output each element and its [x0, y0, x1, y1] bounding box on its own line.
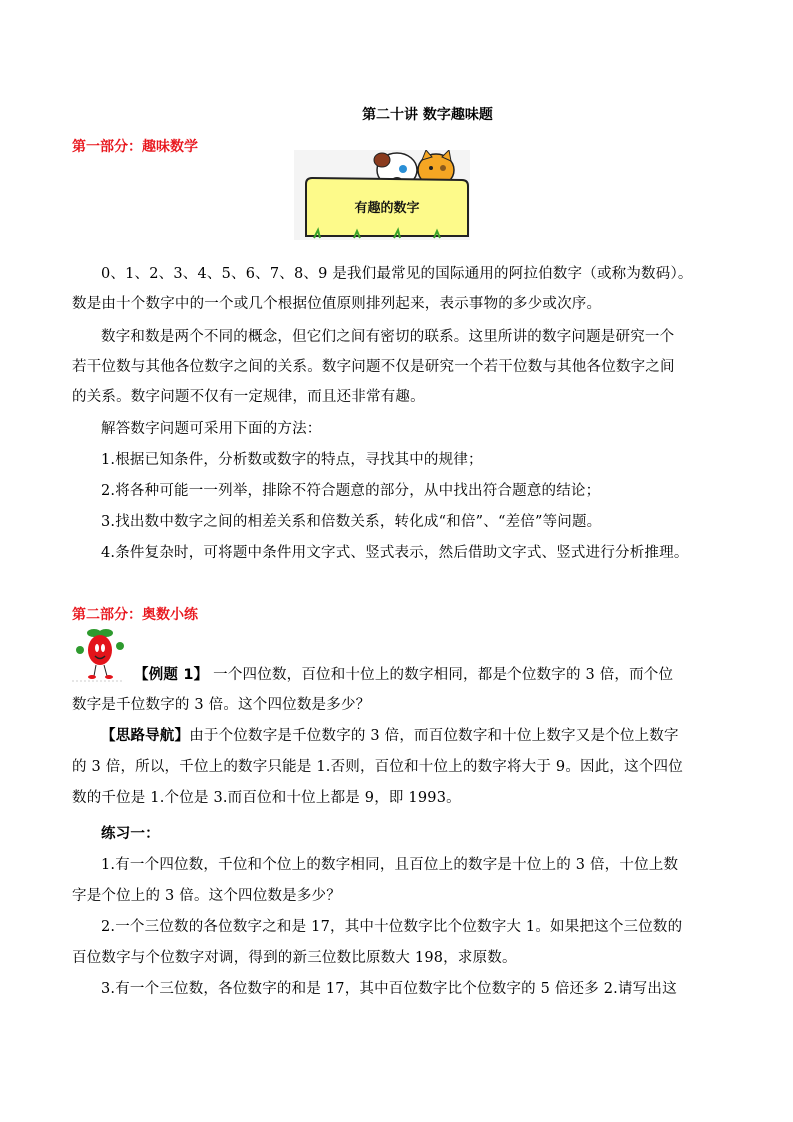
practice-heading: 练习一：: [101, 826, 160, 842]
method-item: 2.将各种可能一一列举，排除不符合题意的部分，从中找出符合题意的结论；: [101, 483, 601, 499]
paragraph-line: 0、1、2、3、4、5、6、7、8、9 是我们最常见的国际通用的阿拉伯数字（或称为数码）。: [101, 266, 693, 282]
method-item: 1.根据已知条件，分析数或数字的特点，寻找其中的规律；: [101, 452, 483, 468]
hint-line-2: 的 3 倍，所以，千位上的数字只能是 1.否则，百位和十位上的数字将大于 9。因此，这个四位: [72, 759, 683, 775]
hint-text: 由于个位数字是千位数字的 3 倍，而百位数字和十位上数字又是个位上数字: [189, 728, 679, 744]
practice-line: 2.一个三位数的各位数字之和是 17，其中十位数字比个位数字大 1。如果把这个三位数的: [101, 919, 683, 935]
apple-mascot-icon: [72, 626, 124, 682]
example-1-line-1: [134, 663, 673, 684]
practice-line: 百位数字与个位数字对调，得到的新三位数比原数大 198，求原数。: [72, 950, 517, 966]
dog-and-cat-cartoon-icon: [294, 150, 470, 240]
practice-line: 字是个位上的 3 倍。这个四位数是多少？: [72, 888, 341, 904]
fun-numbers-banner-image: [294, 150, 470, 240]
example-1-line-2: 数字是千位数字的 3 倍。这个四位数是多少？: [72, 697, 371, 713]
hint-line-3: 数的千位是 1.个位是 3.而百位和十位上都是 9，即 1993。: [72, 790, 461, 806]
document-title: 第二十讲 数字趣味题: [362, 107, 493, 123]
paragraph-line: 若干位数与其他各位数字之间的关系。数字问题不仅是研究一个若干位数与其他各位数字之间: [72, 359, 675, 375]
method-item: 3.找出数中数字之间的相差关系和倍数关系，转化成“和倍”、“差倍”等问题。: [101, 514, 602, 530]
hint-label: 【思路导航】: [101, 728, 190, 744]
method-item: 4.条件复杂时，可将题中条件用文字式、竖式表示，然后借助文字式、竖式进行分析推理。: [101, 545, 689, 561]
paragraph-line: 的关系。数字问题不仅有一定规律，而且还非常有趣。: [72, 389, 425, 405]
paragraph-line: 解答数字问题可采用下面的方法：: [101, 421, 322, 437]
paragraph-line: 数是由十个数字中的一个或几个根据位值原则排列起来，表示事物的多少或次序。: [72, 296, 602, 312]
banner-text: 有趣的数字: [354, 201, 420, 216]
paragraph-line: 数字和数是两个不同的概念，但它们之间有密切的联系。这里所讲的数字问题是研究一个: [101, 329, 675, 345]
practice-line: 1.有一个四位数，千位和个位上的数字相同，且百位上的数字是十位上的 3 倍，十位上数: [101, 857, 679, 873]
example-label: 【例题 1】: [134, 667, 209, 683]
hint-line-1: [101, 724, 679, 745]
practice-line: 3.有一个三位数，各位数字的和是 17，其中百位数字比个位数字的 5 倍还多 2.请写出这: [101, 981, 677, 997]
section-heading-fun-math: 第一部分：趣味数学: [72, 139, 198, 155]
example-text: 一个四位数，百位和十位上的数字相同，都是个位数字的 3 倍，而个位: [208, 667, 674, 683]
section-heading-olympiad-practice: 第二部分：奥数小练: [72, 607, 198, 623]
